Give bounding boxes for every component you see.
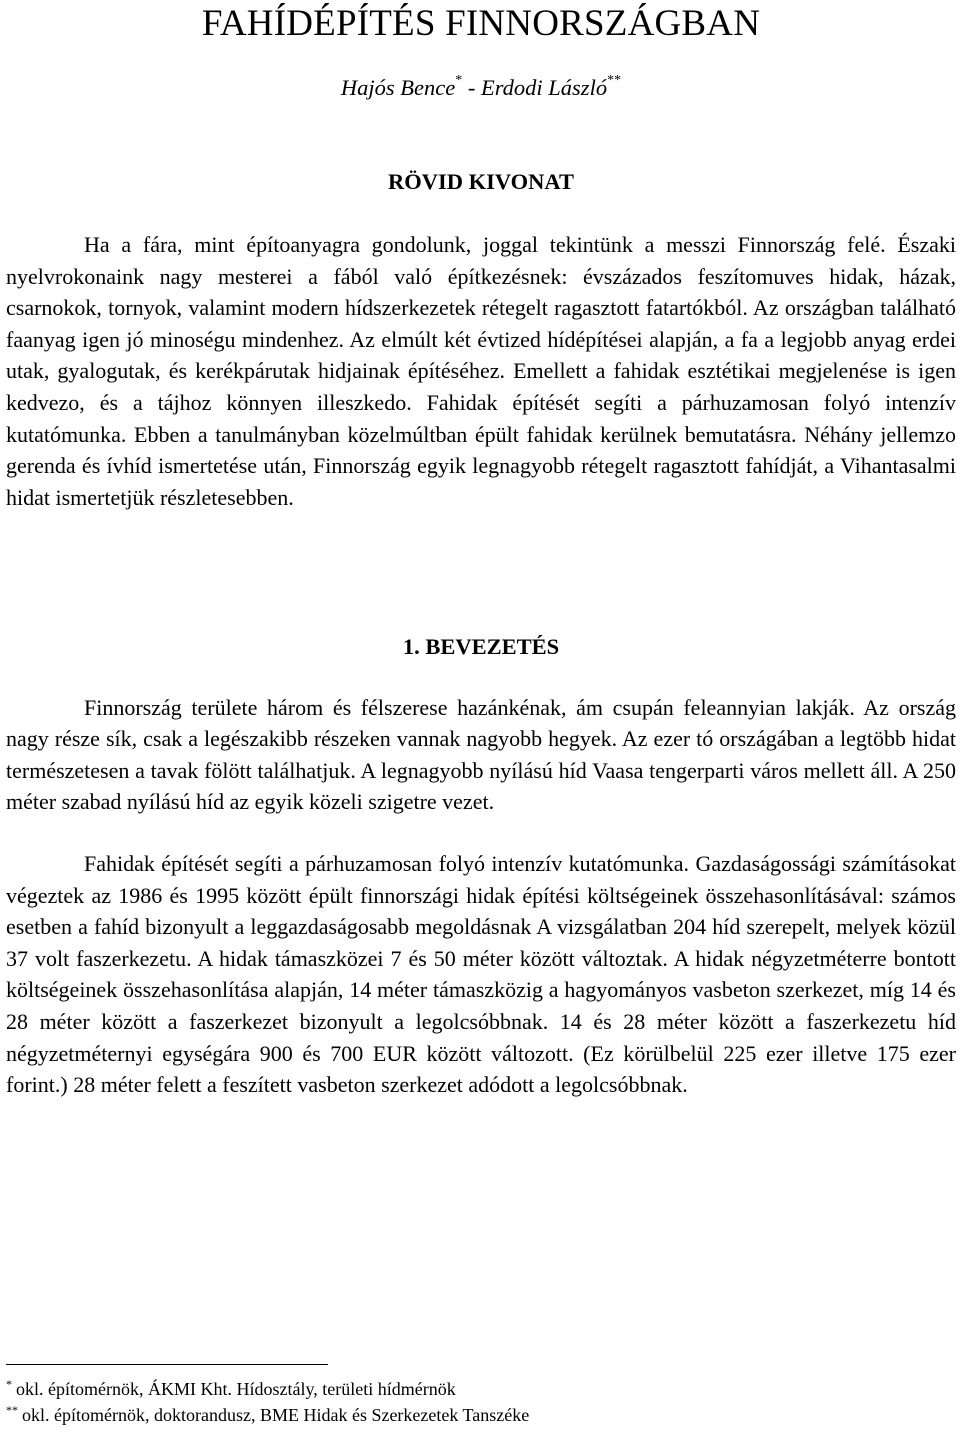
document-title: FAHÍDÉPÍTÉS FINNORSZÁGBAN (201, 3, 761, 44)
footnote (6, 1403, 956, 1427)
author-name: Hajós Bence (340, 75, 456, 100)
body-paragraph: Fahidak építését segíti a párhuzamosan folyó intenzív kutatómunka. Gazdaságossági számításokat végeztek az 1986 és 1995 között épült finnországi hidak építési költségeinek összehasonlításával: számos esetben a fahíd bizonyult a leggazdaságosabb megoldásnak A vizsgálatban 204 híd szerepelt, melyek közül 37 volt faszerkezetu. A hidak támaszközei 7 és 50 méter között változtak. A hidak négyzetméterre bontott költségeinek összehasonlítása alapján, 14 méter támaszközig a hagyományos vasbeton szerkezet, míg 14 és 28 méter között a faszerkezet bizonyult a legolcsóbbnak. 14 és 28 méter között a faszerkezetu híd négyzetméternyi egységára 900 és 700 EUR között változott. (Ez körülbelül 225 ezer illetve 175 ezer forint.) 28 méter felett a feszített vasbeton szerkezet adódott a legolcsóbbnak. (6, 851, 956, 1098)
footnote-text: okl. építomérnök, ÁKMI Kht. Hídosztály, területi hídmérnök (16, 1379, 456, 1399)
footnote-marker: * (455, 73, 463, 88)
section-heading: 1. BEVEZETÉS (402, 634, 560, 659)
author-line (6, 72, 956, 104)
footnote-text: okl. építomérnök, doktorandusz, BME Hidak és Szerkezetek Tanszéke (22, 1405, 530, 1425)
footnote-divider (6, 1364, 328, 1365)
footnote (6, 1377, 956, 1401)
author-name: Erdodi László (481, 75, 608, 100)
footnote-marker: * (6, 1377, 12, 1391)
footnote-marker: ** (607, 73, 622, 88)
abstract-heading: RÖVID KIVONAT (387, 169, 575, 194)
author-separator: - (462, 75, 481, 100)
footnote-marker: ** (6, 1403, 18, 1417)
body-paragraph: Finnország területe három és félszerese hazánkénak, ám csupán feleannyian lakják. Az ország nagy része sík, csak a legészakibb részeken vannak nagyobb hegyek. Az ezer tó országában a legtöbb hidat természetesen a tavak fölött találhatjuk. A legnagyobb nyílású híd Vaasa tengerparti város mellett áll. A 250 méter szabad nyílású híd az egyik közeli szigetre vezet. (6, 695, 956, 814)
abstract-paragraph: Ha a fára, mint építoanyagra gondolunk, joggal tekintünk a messzi Finnország felé. Északi nyelvrokonaink nagy mesterei a fából való építkezésnek: évszázados feszítomuves hidak, házak, csarnokok, tornyok, valamint modern hídszerkezetek rétegelt ragasztott fatartókból. Az országban található faanyag igen jó minoségu mindenhez. Az elmúlt két évtized hídépítései alapján, a fa a legjobb anyag erdei utak, gyalogutak, és kerékpárutak hidjainak építéséhez. Emellett a fahidak esztétikai megjelenése is igen kedvezo, és a tájhoz könnyen illeszkedo. Fahidak építését segíti a párhuzamosan folyó intenzív kutatómunka. Ebben a tanulmányban közelmúltban épült fahidak kerülnek bemutatásra. Néhány jellemzo gerenda és ívhíd ismertetése után, Finnország egyik legnagyobb rétegelt ragasztott fahídját, a Vihantasalmi hidat ismertetjük részletesebben. (6, 232, 956, 510)
